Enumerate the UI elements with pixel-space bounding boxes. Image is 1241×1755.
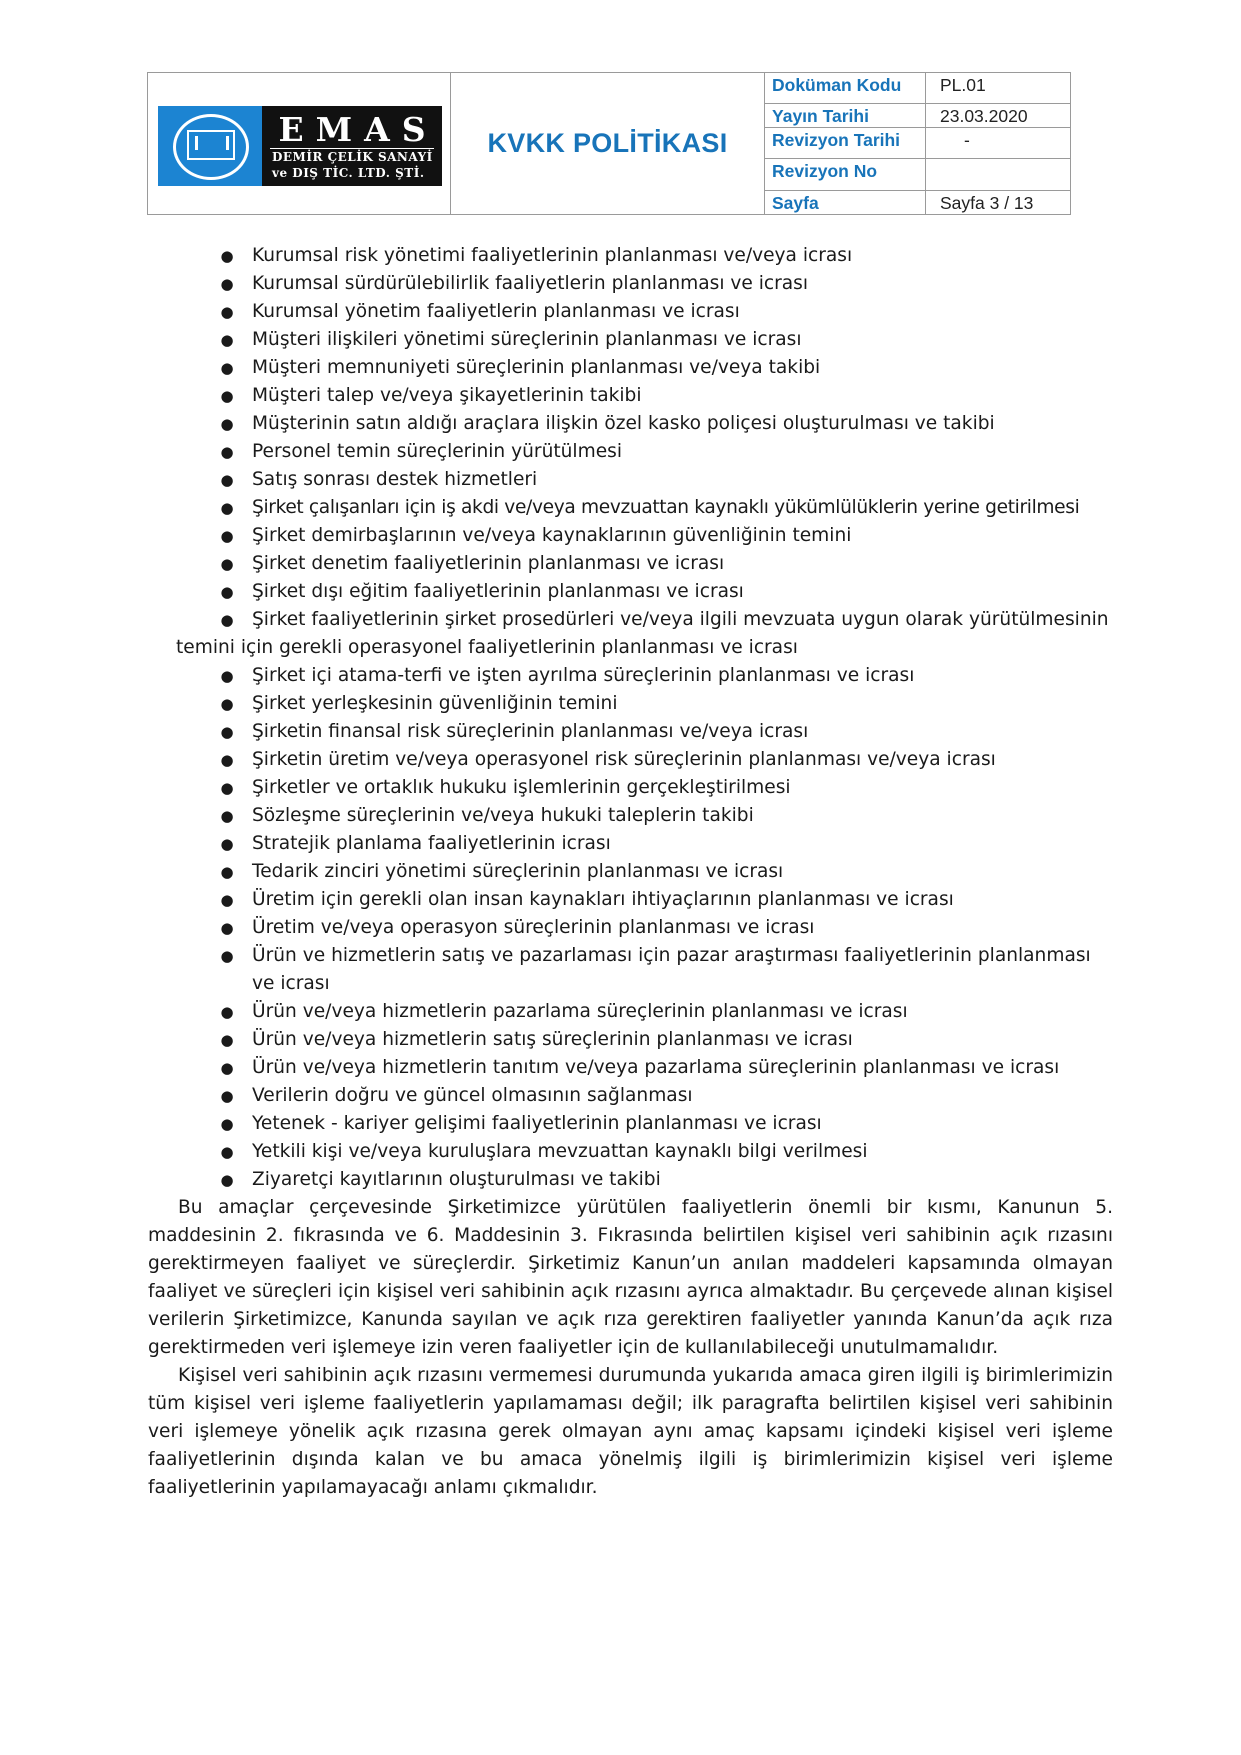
bullet-icon: ● [220, 695, 234, 713]
list-item: ● Şirket yerleşkesinin güvenliğinin temini [0, 690, 1241, 718]
document-title: KVKK POLİTİKASI [487, 128, 728, 158]
list-item: ● Yetkili kişi ve/veya kuruluşlara mevzuattan kaynaklı bilgi verilmesi [0, 1138, 1241, 1166]
bullet-icon: ● [220, 583, 234, 601]
list-item: ● Şirket denetim faaliyetlerinin planlanması ve icrası [0, 550, 1241, 578]
list-item: ● Müşteri memnuniyeti süreçlerinin planlanması ve/veya takibi [0, 354, 1241, 382]
list-item: ● Tedarik zinciri yönetimi süreçlerinin planlanması ve icrası [0, 858, 1241, 886]
list-item: ● Stratejik planlama faaliyetlerinin icrası [0, 830, 1241, 858]
logo-cell [148, 73, 451, 214]
bullet-icon: ● [220, 835, 234, 853]
logo-emblem [158, 106, 262, 186]
bullet-icon: ● [220, 471, 234, 489]
bullet-icon: ● [220, 415, 234, 433]
list-item: ● Kurumsal risk yönetimi faaliyetlerinin planlanması ve/veya icrası [0, 242, 1241, 270]
meta-value: 23.03.2020 [940, 105, 1028, 126]
list-item: ● Kurumsal yönetim faaliyetlerin planlanması ve icrası [0, 298, 1241, 326]
list-item: ● Şirketin finansal risk süreçlerinin planlanması ve/veya icrası [0, 718, 1241, 746]
meta-row-page [765, 191, 1070, 214]
bullet-icon: ● [220, 1115, 234, 1133]
meta-label: Yayın Tarihi [765, 104, 926, 127]
bullet-icon: ● [220, 303, 234, 321]
meta-value [926, 159, 1070, 190]
list-item: ● Ürün ve/veya hizmetlerin tanıtım ve/veya pazarlama süreçlerinin planlanması ve icrası [0, 1054, 1241, 1082]
bullet-icon: ● [220, 863, 234, 881]
bullet-icon: ● [220, 1031, 234, 1049]
list-item: ● Şirket demirbaşlarının ve/veya kaynaklarının güvenliğinin temini [0, 522, 1241, 550]
logo-subtitle-1: DEMİR ÇELİK SANAYİ [272, 150, 433, 164]
bullet-icon: ● [220, 1059, 234, 1077]
bullet-icon: ● [220, 443, 234, 461]
list-item: ● Ürün ve/veya hizmetlerin satış süreçlerinin planlanması ve icrası [0, 1026, 1241, 1054]
list-item: ● Verilerin doğru ve güncel olmasının sağlanması [0, 1082, 1241, 1110]
list-item: ● Sözleşme süreçlerinin ve/veya hukuki taleplerin takibi [0, 802, 1241, 830]
purpose-list [0, 242, 1241, 1194]
bullet-icon: ● [220, 555, 234, 573]
meta-label: Revizyon No [765, 159, 926, 190]
bullet-icon: ● [220, 723, 234, 741]
bullet-icon: ● [220, 1143, 234, 1161]
bullet-icon: ● [220, 527, 234, 545]
list-item: ● Üretim ve/veya operasyon süreçlerinin planlanması ve icrası [0, 914, 1241, 942]
meta-label: Doküman Kodu [765, 73, 926, 103]
list-item: ● Personel temin süreçlerinin yürütülmesi [0, 438, 1241, 466]
bullet-icon: ● [220, 751, 234, 769]
document-header [147, 72, 1071, 215]
bullet-icon: ● [220, 387, 234, 405]
bullet-icon: ● [220, 947, 234, 965]
bullet-icon: ● [220, 275, 234, 293]
bullet-icon: ● [220, 1087, 234, 1105]
logo-subtitle-2: ve DIŞ TİC. LTD. ŞTİ. [272, 166, 425, 180]
list-item: ● Üretim için gerekli olan insan kaynakları ihtiyaçlarının planlanması ve icrası [0, 886, 1241, 914]
body-paragraph: Bu amaçlar çerçevesinde Şirketimizce yürütülen faaliyetlerin önemli bir kısmı, Kanunun 5. maddesinin 2. fıkrasında ve 6. Maddesinin 3. Fıkrasında belirtilen kişisel veri sahibinin açık rızasını gerektirmeyen faaliyet ve süreçlerdir. Şirketimiz Kanun’un anılan maddeleri kapsamında olmayan faaliyet ve süreçleri için kişisel veri sahibinin açık rızasını ayrıca almaktadır. Bu çerçevede alınan kişisel verilerin Şirketimizce, Kanunda sayılan ve açık rıza gerektiren faaliyetler yanında Kanun’da açık rıza gerektirmeden veri işlemeye izin veren faaliyetler için de kullanılabileceği unutulmamalıdır. [148, 1197, 1113, 1358]
document-meta-table [765, 73, 1070, 214]
list-item: ● Şirketin üretim ve/veya operasyonel risk süreçlerinin planlanması ve/veya icrası [0, 746, 1241, 774]
list-item: ● Müşteri talep ve/veya şikayetlerinin takibi [0, 382, 1241, 410]
bullet-icon: ● [220, 359, 234, 377]
bullet-icon: ● [220, 1003, 234, 1021]
list-item: ● Şirket faaliyetlerinin şirket prosedürleri ve/veya ilgili mevzuata uygun olarak yürütülmesinin temini için gerekli operasyonel faaliyetlerinin planlanması ve icrası [0, 606, 1241, 662]
company-logo [158, 106, 442, 186]
body-paragraph: Kişisel veri sahibinin açık rızasını vermemesi durumunda yukarıda amaca giren ilgili iş birimlerimizin tüm kişisel veri işleme faaliyetlerin yapılamaması değil; ilk paragrafta belirtilen kişisel veri sahibinin veri işlemeye yönelik açık rızasına gerek olmayan aynı amaç kapsamı içindeki kişisel veri işleme faaliyetlerinin dışında kalan ve bu amaca yönelmiş ilgili iş birimlerimizin kişisel veri işleme faaliyetlerinin yapılamayacağı anlamı çıkmalıdır. [148, 1365, 1113, 1498]
meta-label: Sayfa [765, 191, 926, 214]
bullet-icon: ● [220, 667, 234, 685]
document-body [0, 242, 1241, 1502]
bullet-icon: ● [220, 1171, 234, 1189]
bullet-icon: ● [220, 891, 234, 909]
logo-name: EMAS [278, 110, 438, 149]
logo-mark-icon [187, 130, 235, 160]
list-item: ● Kurumsal sürdürülebilirlik faaliyetlerin planlanması ve icrası [0, 270, 1241, 298]
bullet-icon: ● [220, 331, 234, 349]
list-item: ● Şirket içi atama-terfi ve işten ayrılma süreçlerinin planlanması ve icrası [0, 662, 1241, 690]
bullet-icon: ● [220, 247, 234, 265]
list-item: ● Ürün ve/veya hizmetlerin pazarlama süreçlerinin planlanması ve icrası [0, 998, 1241, 1026]
meta-row-publish-date [765, 104, 1070, 128]
list-item: ● Şirket çalışanları için iş akdi ve/veya mevzuattan kaynaklı yükümlülüklerin yerine getirilmesi [0, 494, 1241, 522]
meta-label: Revizyon Tarihi [765, 128, 926, 159]
logo-wordmark [262, 106, 442, 186]
bullet-icon: ● [220, 611, 234, 629]
list-item: ● Şirketler ve ortaklık hukuku işlemlerinin gerçekleştirilmesi [0, 774, 1241, 802]
bullet-icon: ● [220, 499, 234, 517]
page-number: Sayfa 3 / 13 [940, 193, 1034, 213]
list-item: ● Yetenek - kariyer gelişimi faaliyetlerinin planlanması ve icrası [0, 1110, 1241, 1138]
list-item: ● Ziyaretçi kayıtlarının oluşturulması ve takibi [0, 1166, 1241, 1194]
bullet-icon: ● [220, 807, 234, 825]
meta-value: - [964, 129, 970, 150]
list-item: ● Müşteri ilişkileri yönetimi süreçlerinin planlanması ve icrası [0, 326, 1241, 354]
meta-value: PL.01 [940, 75, 986, 95]
list-item: ● Satış sonrası destek hizmetleri [0, 466, 1241, 494]
meta-row-revision-no [765, 159, 1070, 191]
bullet-icon: ● [220, 779, 234, 797]
meta-row-document-code [765, 73, 1070, 104]
title-cell [451, 73, 765, 214]
list-item: ● Şirket dışı eğitim faaliyetlerinin planlanması ve icrası [0, 578, 1241, 606]
meta-row-revision-date [765, 128, 1070, 160]
list-item: ● Ürün ve hizmetlerin satış ve pazarlaması için pazar araştırması faaliyetlerinin planlanması ve icrası [0, 942, 1241, 998]
bullet-icon: ● [220, 919, 234, 937]
logo-divider [270, 148, 434, 149]
list-item: ● Müşterinin satın aldığı araçlara ilişkin özel kasko poliçesi oluşturulması ve takibi [0, 410, 1241, 438]
